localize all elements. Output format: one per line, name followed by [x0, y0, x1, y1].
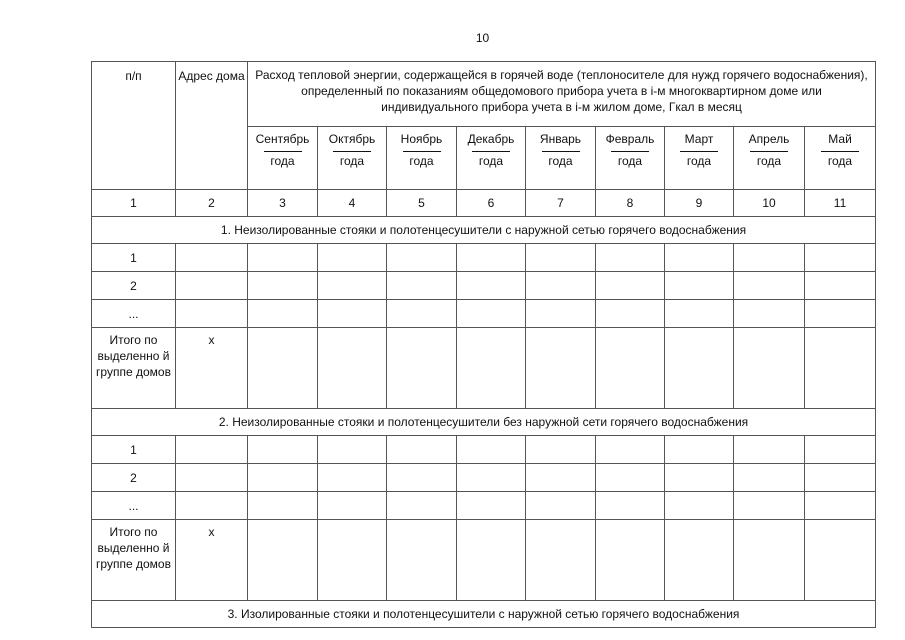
year-label: года	[472, 151, 510, 168]
month-label: Декабрь	[467, 132, 515, 146]
year-label: года	[611, 151, 649, 168]
total-row	[92, 328, 876, 409]
month-label: Февраль	[605, 132, 655, 146]
column-number: 5	[387, 190, 457, 217]
table-row	[92, 436, 876, 464]
section-title: 2. Неизолированные стояки и полотенцесушители без наружной сети горячего водоснабжения	[92, 409, 876, 436]
month-label: Ноябрь	[400, 132, 443, 146]
table-row	[92, 272, 876, 300]
table-row	[92, 300, 876, 328]
month-cell	[665, 127, 734, 190]
month-cell	[457, 127, 526, 190]
section-title: 3. Изолированные стояки и полотенцесушители с наружной сетью горячего водоснабжения	[92, 601, 876, 628]
column-number: 1	[92, 190, 176, 217]
column-numbers-row	[92, 190, 876, 217]
section-title-row	[92, 601, 876, 628]
column-number: 9	[665, 190, 734, 217]
heat-consumption-table	[91, 61, 876, 628]
month-cell	[526, 127, 596, 190]
month-cell	[387, 127, 457, 190]
year-label: года	[542, 151, 580, 168]
month-cell	[318, 127, 387, 190]
row-index: 1	[92, 436, 176, 464]
table-row	[92, 464, 876, 492]
year-label: года	[821, 151, 859, 168]
year-label: года	[680, 151, 718, 168]
column-number: 6	[457, 190, 526, 217]
header-pp: п/п	[92, 62, 176, 190]
column-number: 3	[248, 190, 318, 217]
total-row	[92, 520, 876, 601]
header-address: Адрес дома	[176, 62, 248, 190]
table-row	[92, 492, 876, 520]
row-index: ...	[92, 300, 176, 328]
month-label: Январь	[539, 132, 582, 146]
month-label: Март	[684, 132, 714, 146]
total-address: x	[176, 328, 248, 409]
total-address: x	[176, 520, 248, 601]
section-title-row	[92, 409, 876, 436]
month-cell	[805, 127, 876, 190]
row-index: 2	[92, 272, 176, 300]
year-label: года	[750, 151, 788, 168]
month-label: Май	[828, 132, 852, 146]
year-label: года	[403, 151, 441, 168]
row-index: ...	[92, 492, 176, 520]
year-label: года	[333, 151, 371, 168]
column-number: 11	[805, 190, 876, 217]
row-index: 1	[92, 244, 176, 272]
table-row	[92, 244, 876, 272]
year-label: года	[264, 151, 302, 168]
page-number: 10	[475, 31, 490, 45]
total-label: Итого по выделенно й группе домов	[92, 328, 176, 409]
month-label: Сентябрь	[255, 132, 310, 146]
header-row	[92, 62, 876, 127]
total-label: Итого по выделенно й группе домов	[92, 520, 176, 601]
month-cell	[596, 127, 665, 190]
month-cell	[248, 127, 318, 190]
month-label: Октябрь	[328, 132, 376, 146]
row-index: 2	[92, 464, 176, 492]
section-title-row	[92, 217, 876, 244]
header-consumption: Расход тепловой энергии, содержащейся в горячей воде (теплоносителе для нужд горячего водоснабжения), определенный по показаниям общедомового прибора учета в i-м многоквартирном доме или индивидуального прибора учета в i-м жилом доме, Гкал в месяц	[248, 62, 876, 127]
month-label: Апрель	[748, 132, 790, 146]
section-title: 1. Неизолированные стояки и полотенцесушители с наружной сетью горячего водоснабжения	[92, 217, 876, 244]
column-number: 7	[526, 190, 596, 217]
column-number: 4	[318, 190, 387, 217]
column-number: 2	[176, 190, 248, 217]
column-number: 10	[734, 190, 805, 217]
month-cell	[734, 127, 805, 190]
column-number: 8	[596, 190, 665, 217]
